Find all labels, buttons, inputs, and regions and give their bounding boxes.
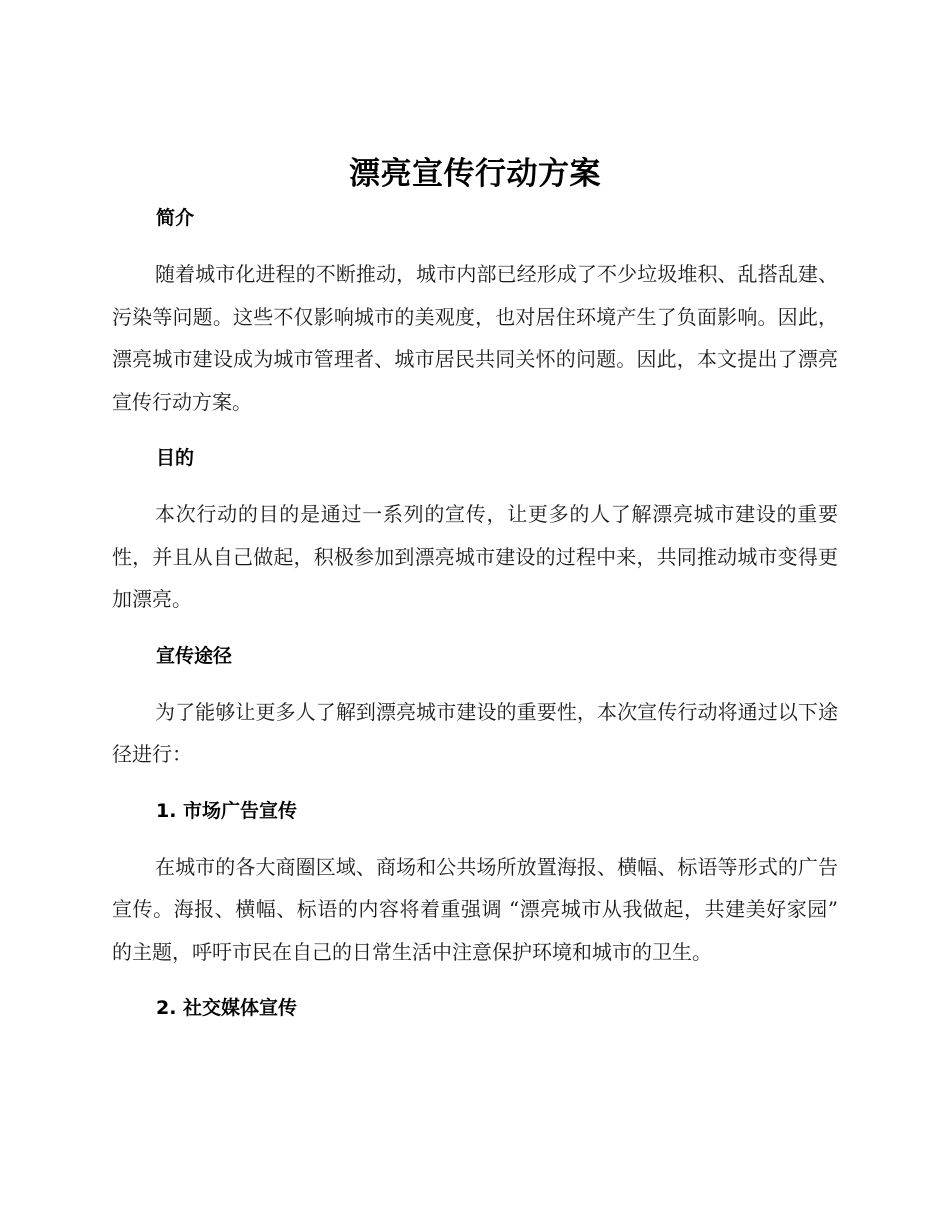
section-heading-purpose: 目的	[156, 447, 195, 469]
section-body-purpose: 本次行动的目的是通过一系列的宣传，让更多的人了解漂亮城市建设的重要性，并且从自己做起，积极参加到漂亮城市建设的过程中来，共同推动城市变得更加漂亮。	[112, 502, 838, 611]
section-body-channels: 为了能够让更多人了解到漂亮城市建设的重要性，本次宣传行动将通过以下途径进行：	[112, 699, 838, 766]
section-heading-intro: 简介	[156, 207, 195, 229]
document-title: 漂亮宣传行动方案	[349, 156, 601, 192]
section-heading-social-media: 2. 社交媒体宣传	[156, 997, 298, 1019]
section-heading-market-ads: 1. 市场广告宣传	[156, 799, 298, 822]
section-heading-channels: 宣传途径	[156, 644, 233, 667]
section-body-intro: 随着城市化进程的不断推动，城市内部已经形成了不少垃圾堆积、乱搭乱建、污染等问题。这些不仅影响城市的美观度，也对居住环境产生了负面影响。因此，漂亮城市建设成为城市管理者、城市居民共同关怀的问题。因此，本文提出了漂亮宣传行动方案。	[112, 262, 838, 414]
section-body-market-ads: 在城市的各大商圈区域、商场和公共场所放置海报、横幅、标语等形式的广告宣传。海报、横幅、标语的内容将着重强调 “漂亮城市从我做起，共建美好家园” 的主题，呼吁市民在自己的日常生活中注意保护环境和城市的卫生。	[112, 854, 838, 964]
